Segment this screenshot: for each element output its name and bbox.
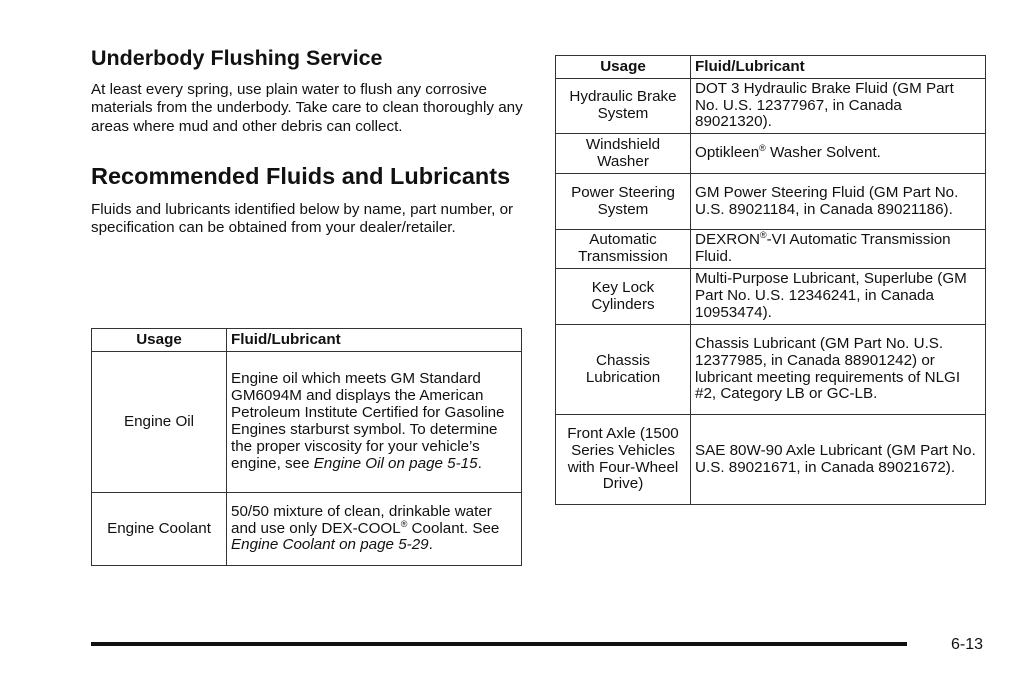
footer-rule [91, 642, 907, 646]
fluids-table-1 [91, 328, 522, 566]
registered-mark: ® [400, 518, 408, 529]
table-row [556, 269, 986, 325]
table-header-row [556, 56, 986, 79]
table-row [556, 174, 986, 230]
usage-cell: Hydraulic Brake System [556, 79, 691, 134]
table-row [556, 134, 986, 174]
usage-cell: Front Axle (1500 Series Vehicles with Four-Wheel Drive) [556, 415, 691, 505]
fluid-cell [691, 134, 986, 174]
fluid-cell [227, 352, 522, 493]
table-row [556, 79, 986, 134]
fluid-text: DEXRON [695, 231, 760, 249]
cross-reference-link[interactable]: Engine Coolant on page 5-29 [231, 536, 429, 554]
table-row [556, 230, 986, 269]
registered-mark: ® [759, 142, 766, 153]
fluid-header: Fluid/Lubricant [227, 329, 522, 352]
fluid-text-end: . [477, 454, 482, 472]
fluids-table-2 [555, 55, 986, 505]
fluid-cell: Chassis Lubricant (GM Part No. U.S. 12377985, in Canada 88901242) or lubricant meeting requirements of NLGI #2, Category LB or GC-LB. [691, 325, 986, 415]
page-number: 6-13 [951, 636, 984, 653]
fluid-text-2: -VI Automatic Transmission Fluid. [695, 231, 951, 265]
usage-cell: Key Lock Cylinders [556, 269, 691, 325]
table-row [92, 352, 522, 493]
cross-reference-link[interactable]: Engine Oil on page 5-15 [313, 454, 478, 472]
fluid-header: Fluid/Lubricant [691, 56, 986, 79]
fluid-cell [227, 493, 522, 566]
usage-header: Usage [92, 329, 227, 352]
usage-cell: Windshield Washer [556, 134, 691, 174]
usage-header: Usage [556, 56, 691, 79]
usage-cell: Engine Oil [92, 352, 227, 493]
table-row [556, 415, 986, 505]
fluid-text-2: Coolant. See [407, 519, 500, 537]
fluid-cell: Multi-Purpose Lubricant, Superlube (GM Part No. U.S. 12346241, in Canada 10953474). [691, 269, 986, 325]
fluid-text-2: Washer Solvent. [765, 144, 881, 162]
fluids-heading: Recommended Fluids and Lubricants [91, 162, 511, 189]
registered-mark: ® [759, 230, 767, 241]
table-header-row [92, 329, 522, 352]
left-column [91, 44, 523, 237]
fluid-text-end: . [428, 536, 433, 554]
table-row [556, 325, 986, 415]
fluid-cell: SAE 80W-90 Axle Lubricant (GM Part No. U.S. 89021671, in Canada 89021672). [691, 415, 986, 505]
fluid-text: Engine oil which meets GM Standard GM6094M and displays the American Petroleum Institute Certified for Gasoline Engines starburst symbol. To determine the proper viscosity for your vehicle’s engine, see [231, 370, 505, 472]
underbody-heading: Underbody Flushing Service [91, 46, 383, 70]
usage-cell: Automatic Transmission [556, 230, 691, 269]
fluid-text: Optikleen [695, 144, 760, 162]
usage-cell: Chassis Lubrication [556, 325, 691, 415]
fluids-paragraph: Fluids and lubricants identified below by name, part number, or specification can be obtained from your dealer/retailer. [91, 200, 514, 237]
fluid-cell [691, 230, 986, 269]
underbody-paragraph: At least every spring, use plain water to flush any corrosive materials from the underbody. Take care to clean thoroughly any areas where mud and other debris can collect. [91, 81, 523, 135]
usage-cell: Engine Coolant [92, 493, 227, 566]
table-row [92, 493, 522, 566]
fluid-text: 50/50 mixture of clean, drinkable water and use only DEX-COOL [231, 502, 492, 537]
fluid-cell: GM Power Steering Fluid (GM Part No. U.S. 89021184, in Canada 89021186). [691, 174, 986, 230]
fluid-cell: DOT 3 Hydraulic Brake Fluid (GM Part No. U.S. 12377967, in Canada 89021320). [691, 79, 986, 134]
usage-cell: Power Steering System [556, 174, 691, 230]
